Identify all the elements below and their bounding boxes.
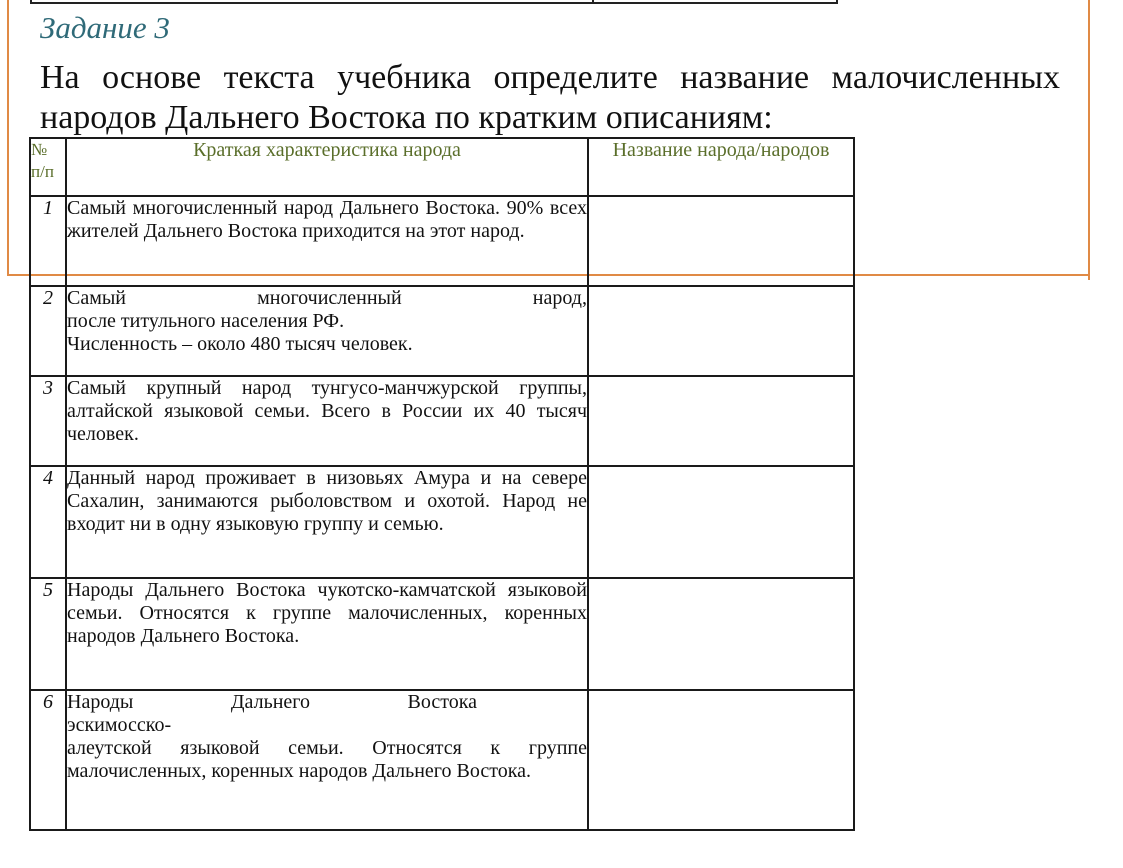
row-description-line: эскимосско- <box>67 714 172 736</box>
peoples-table <box>29 137 855 831</box>
table-row <box>30 578 854 690</box>
task-heading: Задание 3 <box>40 10 170 45</box>
header-number: № п/п <box>30 138 66 196</box>
row-description-line: Численность – около 480 тысяч человек. <box>67 333 413 355</box>
description-word: Востока <box>407 691 477 713</box>
row-description <box>66 286 588 376</box>
previous-table-divider <box>592 0 594 2</box>
frame-left-border <box>7 0 9 276</box>
answer-cell[interactable] <box>588 466 854 578</box>
row-number: 3 <box>30 376 66 466</box>
table-row <box>30 466 854 578</box>
table-row <box>30 196 854 286</box>
description-word: Народы <box>67 691 134 713</box>
table-header-row <box>30 138 854 196</box>
description-word: Дальнего <box>230 691 310 713</box>
row-number: 6 <box>30 690 66 830</box>
row-number: 2 <box>30 286 66 376</box>
header-description: Краткая характеристика народа <box>66 138 588 196</box>
answer-cell[interactable] <box>588 196 854 286</box>
table-row <box>30 376 854 466</box>
previous-table-bottom <box>30 0 838 4</box>
row-description: Самый крупный народ тунгусо-манчжурской группы, алтайской языковой семьи. Всего в России их 40 тысяч человек. <box>66 376 588 466</box>
answer-cell[interactable] <box>588 376 854 466</box>
row-number: 5 <box>30 578 66 690</box>
answer-cell[interactable] <box>588 578 854 690</box>
row-number: 1 <box>30 196 66 286</box>
row-description <box>66 690 588 830</box>
description-word: многочисленный <box>257 287 402 309</box>
table-row <box>30 286 854 376</box>
row-description: Народы Дальнего Востока чукотско-камчатской языковой семьи. Относятся к группе малочисленных, коренных народов Дальнего Востока. <box>66 578 588 690</box>
row-description-line: алеутской языковой семьи. Относятся к группе малочисленных, коренных народов Дальнего Востока. <box>67 737 587 782</box>
description-word: народ, <box>532 287 587 309</box>
header-people-name: Название народа/народов <box>588 138 854 196</box>
task-instruction: На основе текста учебника определите название малочисленных народов Дальнего Востока по кратким описаниям: <box>40 59 1060 136</box>
frame-right-border <box>1088 0 1090 280</box>
row-description-line <box>67 287 587 310</box>
row-description: Данный народ проживает в низовьях Амура и на севере Сахалин, занимаются рыболовством и охотой. Народ не входит ни в одну языковую группу и семью. <box>66 466 588 578</box>
description-word: Самый <box>67 287 127 309</box>
row-description: Самый многочисленный народ Дальнего Востока. 90% всех жителей Дальнего Востока приходится на этот народ. <box>66 196 588 286</box>
row-description-line: после титульного населения РФ. <box>67 310 345 332</box>
table-row <box>30 690 854 830</box>
row-description-line <box>67 691 477 714</box>
answer-cell[interactable] <box>588 690 854 830</box>
row-number: 4 <box>30 466 66 578</box>
answer-cell[interactable] <box>588 286 854 376</box>
